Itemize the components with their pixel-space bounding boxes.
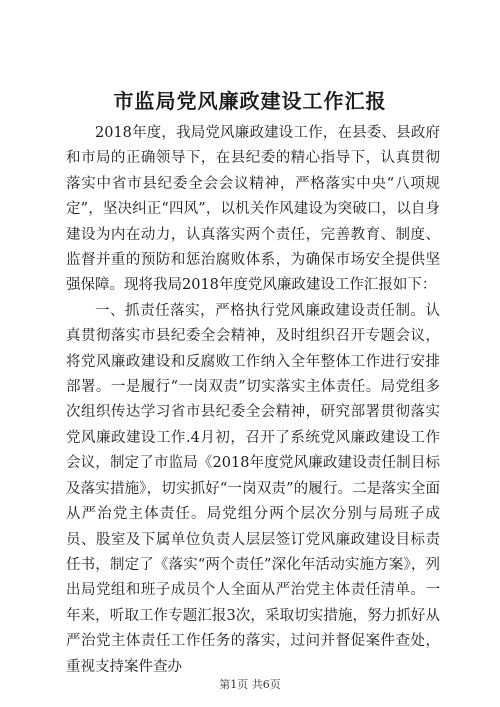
paragraph-intro: 2018年度，我局党风廉政建设工作，在县委、县政府和市局的正确领导下，在县纪委的精心指导下，认真贯彻落实中省市县纪委全会会议精神，严格落实中央“八项规定”，坚决纠正“四风”，以机关作风建设为突破口，以自身建设为内在动力，认真落实两个责任，完善教育、制度、监督并重的预防和惩治腐败体系，为确保市场安全提供坚强保障。现将我局2018年度党风廉政建设工作汇报如下：: [66, 125, 440, 294]
document-body: [66, 121, 440, 680]
page-number-footer: 第1页 共6页: [219, 678, 281, 691]
paragraph-responsibility: 一、抓责任落实，严格执行党风廉政建设责任制。认真贯彻落实市县纪委全会精神，及时组织召开专题会议，将党风廉政建设和反腐败工作纳入全年整体工作进行安排部署。一是履行“一岗双责”切实落实主体责任。局党组多次组织传达学习省市县纪委全会精神，研究部署贯彻落实党风廉政建设工作.4月初，召开了系统党风廉政建设工作会议，制定了市监局《2018年度党风廉政建设责任制目标及落实措施》，切实抓好“一岗双责”的履行。二是落实全面从严治党主体责任。局党组分两个层次分别与局班子成员、股室及下属单位负责人层层签订党风廉政建设目标责任书，制定了《落实“两个责任”深化年活动实施方案》，列出局党组和班子成员个人全面从严治党主体责任清单。一年来，听取工作专题汇报3次，采取切实措施，努力抓好从严治党主体责任工作任务的落实，过问并督促案件查处，重视支持案件查办: [66, 302, 440, 675]
document-title: 市监局党风廉政建设工作汇报: [113, 89, 387, 113]
